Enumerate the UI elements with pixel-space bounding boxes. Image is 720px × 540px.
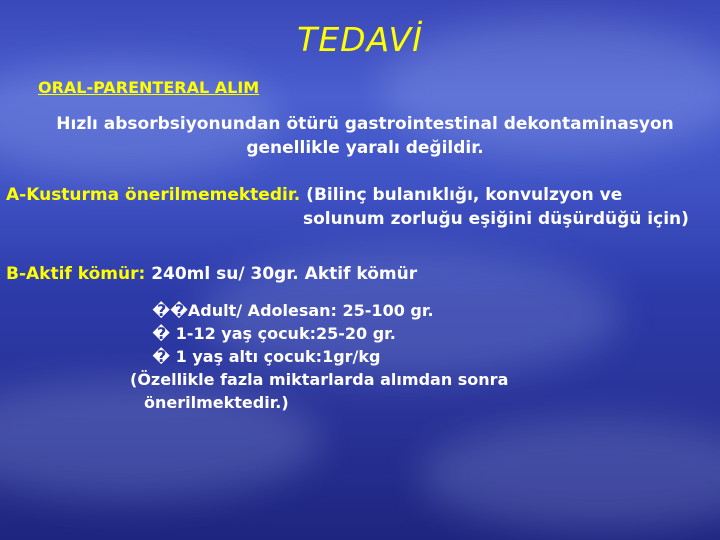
section-b-text: 240ml su/ 30gr. Aktif kömür — [145, 264, 418, 284]
intro-line-1: Hızlı absorbsiyonundan ötürü gastrointestinal dekontaminasyon — [56, 114, 674, 134]
intro-line-2: genellikle yaralı değildir. — [246, 138, 484, 158]
section-a-label: A-Kusturma önerilmemektedir. — [6, 185, 301, 205]
dosage-list — [130, 299, 508, 414]
dosage-note-line-1: (Özellikle fazla miktarlarda alımdan sonra — [130, 370, 509, 389]
intro-paragraph — [20, 112, 710, 160]
slide-subtitle: ORAL-PARENTERAL ALIM — [38, 78, 260, 97]
dosage-item: ��Adult/ Adolesan: 25-100 gr. — [130, 301, 434, 320]
dosage-note — [130, 368, 508, 414]
section-a — [6, 183, 712, 231]
section-b-label: B-Aktif kömür: — [6, 264, 146, 284]
background-cloud — [420, 420, 720, 530]
dosage-item: � 1-12 yaş çocuk:25-20 gr. — [130, 324, 396, 343]
section-a-text-2: solunum zorluğu eşiğini düşürdüğü için) — [303, 209, 689, 229]
dosage-item: � 1 yaş altı çocuk:1gr/kg — [130, 347, 381, 366]
section-a-text-1: (Bilinç bulanıklığı, konvulzyon ve — [300, 185, 623, 205]
dosage-note-line-2: önerilmektedir.) — [144, 393, 289, 412]
section-b — [6, 262, 417, 286]
slide-title: TEDAVİ — [297, 20, 423, 59]
